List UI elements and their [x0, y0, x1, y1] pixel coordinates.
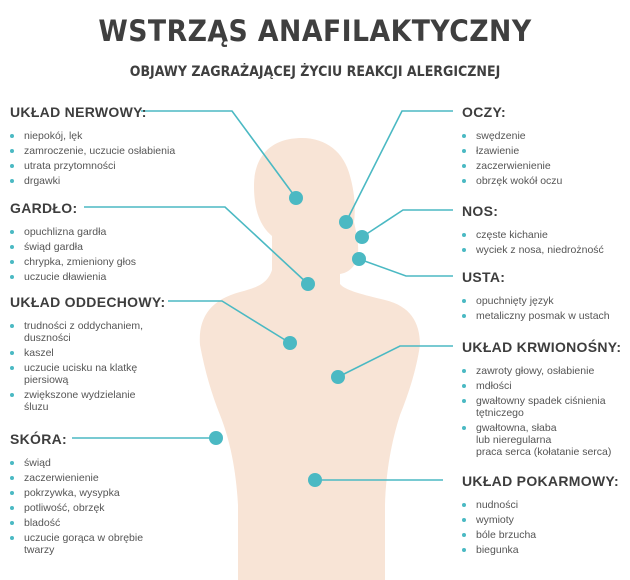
marker-skin	[209, 431, 223, 445]
symptom-list	[462, 130, 627, 187]
section-digestive	[462, 473, 627, 559]
symptom-item: zaczerwienienie	[462, 160, 627, 172]
symptom-item: bladość	[10, 517, 190, 529]
symptom-item: obrzęk wokół oczu	[462, 175, 627, 187]
marker-circulatory	[331, 370, 345, 384]
section-throat	[10, 200, 210, 286]
symptom-item: opuchnięty język	[462, 295, 627, 307]
marker-throat	[301, 277, 315, 291]
marker-nose	[355, 230, 369, 244]
symptom-item: biegunka	[462, 544, 627, 556]
symptom-list	[10, 320, 190, 413]
section-title: UKŁAD NERWOWY:	[10, 104, 147, 120]
symptom-item: bóle brzucha	[462, 529, 627, 541]
symptom-item: wymioty	[462, 514, 627, 526]
symptom-item: metaliczny posmak w ustach	[462, 310, 627, 322]
section-nervous	[10, 104, 220, 190]
connector-nose	[362, 210, 453, 237]
symptom-item: uczucie dławienia	[10, 271, 210, 283]
symptom-item: wyciek z nosa, niedrożność	[462, 244, 627, 256]
symptom-item: zaczerwienienie	[10, 472, 190, 484]
marker-nervous	[289, 191, 303, 205]
section-title: UKŁAD KRWIONOŚNY:	[462, 339, 622, 355]
section-circulatory	[462, 339, 630, 461]
section-respiratory	[10, 294, 190, 416]
section-title: USTA:	[462, 269, 506, 285]
symptom-item: mdłości	[462, 380, 630, 392]
section-title: NOS:	[462, 203, 499, 219]
symptom-item: świąd gardła	[10, 241, 210, 253]
connector-eyes	[346, 111, 453, 222]
symptom-item: łzawienie	[462, 145, 627, 157]
symptom-item: kaszel	[10, 347, 190, 359]
symptom-item: zamroczenie, uczucie osłabienia	[10, 145, 220, 157]
symptom-list	[462, 365, 630, 458]
symptom-item: pokrzywka, wysypka	[10, 487, 190, 499]
symptom-item: uczucie ucisku na klatkę piersiową	[10, 362, 190, 386]
marker-mouth	[352, 252, 366, 266]
symptom-item: gwałtowna, słaba lub nieregularna praca serca (kołatanie serca)	[462, 422, 630, 458]
symptom-item: trudności z oddychaniem, duszności	[10, 320, 190, 344]
symptom-item: świąd	[10, 457, 190, 469]
symptom-list	[462, 295, 627, 322]
marker-eyes	[339, 215, 353, 229]
symptom-item: drgawki	[10, 175, 220, 187]
section-mouth	[462, 269, 627, 325]
marker-respiratory	[283, 336, 297, 350]
page-title: WSTRZĄS ANAFILAKTYCZNY	[98, 14, 532, 48]
section-title: OCZY:	[462, 104, 507, 120]
symptom-item: utrata przytomności	[10, 160, 220, 172]
section-title: UKŁAD ODDECHOWY:	[10, 294, 166, 310]
symptom-item: częste kichanie	[462, 229, 627, 241]
marker-digestive	[308, 473, 322, 487]
symptom-list	[10, 130, 220, 187]
page-subtitle: OBJAWY ZAGRAŻAJĄCEJ ŻYCIU REAKCJI ALERGICZNEJ	[129, 64, 501, 80]
symptom-item: opuchlizna gardła	[10, 226, 210, 238]
section-skin	[10, 431, 190, 559]
symptom-item: swędzenie	[462, 130, 627, 142]
symptom-item: gwałtowny spadek ciśnienia tętniczego	[462, 395, 630, 419]
symptom-item: nudności	[462, 499, 627, 511]
symptom-item: niepokój, lęk	[10, 130, 220, 142]
symptom-item: potliwość, obrzęk	[10, 502, 190, 514]
section-title: GARDŁO:	[10, 200, 78, 216]
human-silhouette	[200, 138, 420, 580]
symptom-list	[462, 229, 627, 256]
symptom-list	[462, 499, 627, 556]
symptom-list	[10, 226, 210, 283]
symptom-item: uczucie gorąca w obrębie twarzy	[10, 532, 190, 556]
symptom-item: zwiększone wydzielanie śluzu	[10, 389, 190, 413]
symptom-item: chrypka, zmieniony głos	[10, 256, 210, 268]
connector-mouth	[359, 259, 453, 276]
section-nose	[462, 203, 627, 259]
section-title: UKŁAD POKARMOWY:	[462, 473, 619, 489]
section-title: SKÓRA:	[10, 431, 68, 447]
symptom-list	[10, 457, 190, 556]
symptom-item: zawroty głowy, osłabienie	[462, 365, 630, 377]
section-eyes	[462, 104, 627, 190]
